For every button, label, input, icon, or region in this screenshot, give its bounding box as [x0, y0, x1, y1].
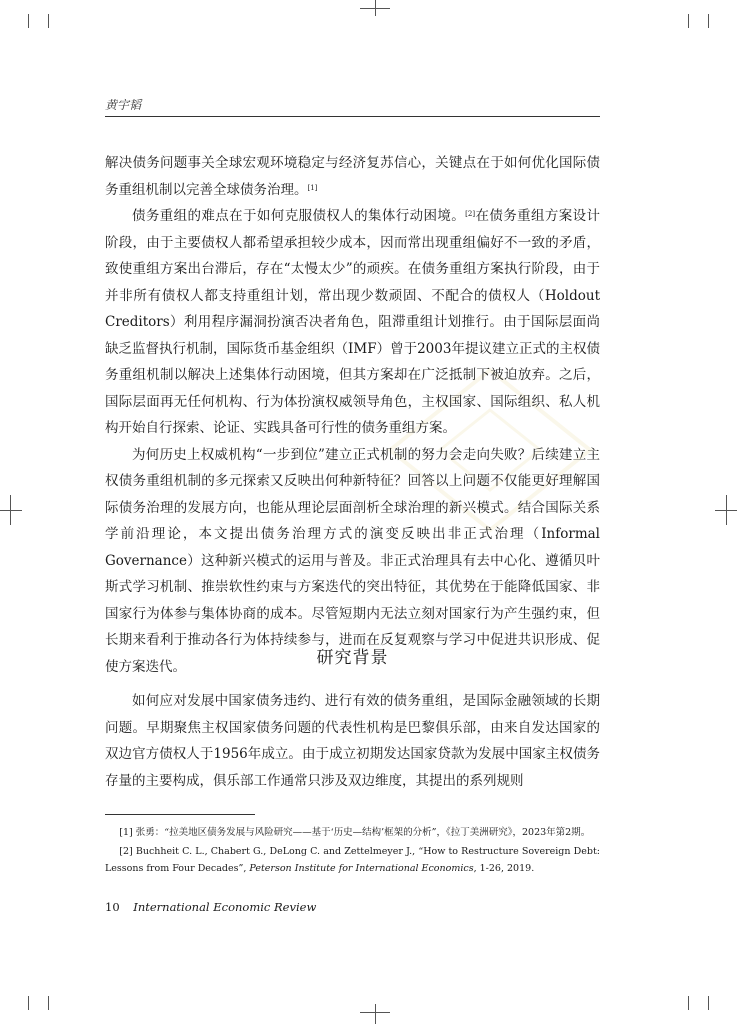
crop-mark [48, 14, 49, 28]
section-heading: 研究背景 [316, 648, 389, 668]
main-body [105, 150, 600, 680]
crop-mark [28, 14, 29, 28]
crop-mark [708, 996, 709, 1010]
crop-mark [10, 495, 11, 525]
footnote-rule [105, 814, 255, 815]
crop-mark [726, 495, 727, 525]
paragraph: 解决债务问题事关全球宏观环境稳定与经济复苏信心，关键点在于如何优化国际债务重组机制以完善全球债务治理。[1] [105, 155, 600, 198]
crop-mark [48, 996, 49, 1010]
footnote-ref[interactable]: [1] [307, 183, 318, 192]
footnote-ref[interactable]: [2] [465, 210, 476, 218]
crop-mark [0, 510, 22, 511]
journal-name: International Economic Review [133, 900, 317, 914]
crop-mark [28, 996, 29, 1010]
paragraph: 为何历史上权威机构“一步到位”建立正式机制的努力会走向失败？后续建立主权债务重组机制的多元探索又反映出何种新特征？回答以上问题不仅能更好理解国际债务治理的发展方向，也能从理论层面剖析全球治理的新兴模式。结合国际关系学前沿理论，本文提出债务治理方式的演变反映出非正式治理（Informal Governance）这种新兴模式的运用与普及。非正式治理具有去中心化、遵循贝叶斯式学习机制、推崇软性约束与方案迭代的突出特征，其优势在于能降低国家、非国家行为体参与集体协商的成本。尽管短期内无法立刻对国家行为产生强约束，但长期来看利于推动各行为体持续参与，进而在反复观察与学习中促进共识形成、促使方案迭代。 [105, 446, 600, 675]
running-header-author: 黄宇韬 [105, 98, 142, 112]
crop-mark [375, 0, 376, 16]
crop-mark [688, 14, 689, 28]
paragraph: 如何应对发展中国家债务违约、进行有效的债务重组，是国际金融领域的长期问题。早期聚焦主权国家债务问题的代表性机构是巴黎俱乐部，由来自发达国家的双边官方债权人于1956年成立。由于成立初期发达国家贷款为发展中国家主权债务存量的主要构成，俱乐部工作通常只涉及双边维度，其提出的系列规则 [105, 693, 600, 789]
page-number: 10 [105, 900, 120, 914]
paragraph: 债务重组的难点在于如何克服债权人的集体行动困境。[2]在债务重组方案设计阶段，由于主要债权人都希望承担较少成本，因而常出现重组偏好不一致的矛盾，致使重组方案出台滞后，存在“太慢太少”的顽疾。在债务重组方案执行阶段，由于并非所有债权人都支持重组计划，常出现少数顽固、不配合的债权人（Holdout Creditors）利用程序漏洞扮演否决者角色，阻滞重组计划推行。由于国际层面尚缺乏监督执行机制，国际货币基金组织（IMF）曾于2003年提议建立正式的主权债务重组机制以解决上述集体行动困境，但其方案却在广泛抵制下被迫放弃。之后，国际层面再无任何机构、行为体扮演权威领导角色，主权国家、国际组织、私人机构开始自行探索、论证、实践具备可行性的债务重组方案。 [105, 208, 601, 436]
footnote-1: [1] 张勇：“拉美地区债务发展与风险研究——基于‘历史—结构’框架的分析”，《拉丁美洲研究》，2023年第2期。 [119, 827, 591, 838]
crop-mark [708, 14, 709, 28]
page-footer [105, 900, 316, 914]
section-body [105, 688, 600, 794]
footnote-2: [2] Buchheit C. L., Chabert G., DeLong C. and Zettelmeyer J., “How to Restructure Sovereign Debt: Lessons from Four Decades”, Peterson Institute for International Economics, 1-26, 2019. [105, 846, 600, 874]
footnotes [105, 824, 600, 879]
crop-mark [688, 996, 689, 1010]
header-rule [105, 116, 600, 117]
crop-mark [375, 1004, 376, 1024]
